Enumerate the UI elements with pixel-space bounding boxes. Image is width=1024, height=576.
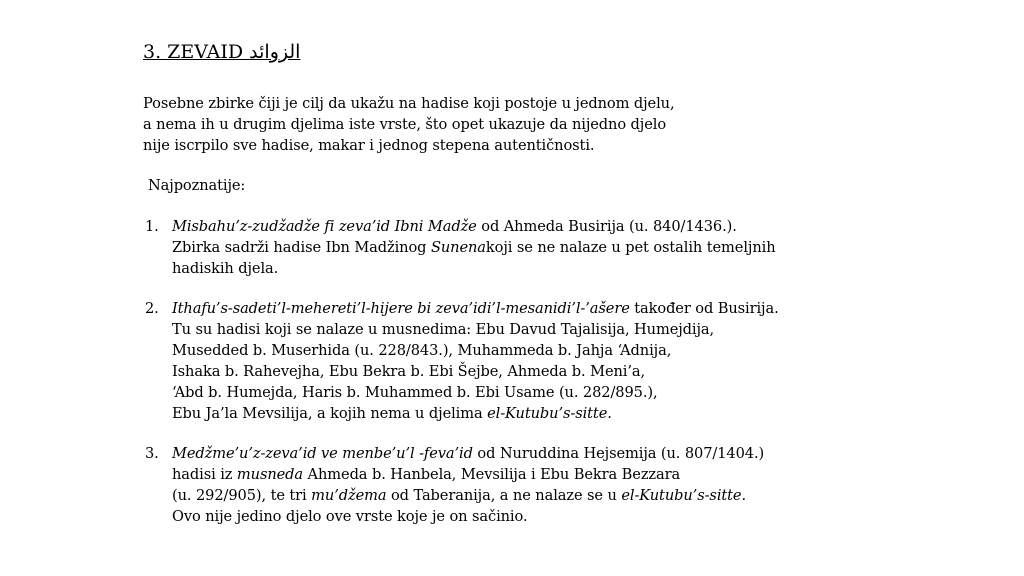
list-item-1-title [145,217,737,237]
list-item-3-line-2-pre: hadisi iz [172,466,237,483]
list-item-2-line-5: ‘Abd b. Humejda, Haris b. Muhammed b. Ebi Usame (u. 282/895.), [172,384,658,401]
list-item-3-line-3-italic-2: el-Kutubu’s-sitte. [621,487,746,504]
list-item-3-title-rest: od Nuruddina Hejsemija (u. 807/1404.) [472,445,765,462]
list-item-3-line-3-mid: od Taberanija, a ne nalaze se u [386,487,622,504]
list-item-2-line-6-pre: Ebu Ja’la Mevsilija, a kojih nema u djelima [172,405,488,422]
list-item-3-line-3-pre: (u. 292/905), te tri [172,487,312,504]
list-item-2-work-title: Ithafu’s-sadeti’l-mehereti’l-hijere bi zeva’idi’l-mesanidi’l-’ašere [172,300,630,317]
intro-line-3: nije iscrpilo sve hadise, makar i jednog stepena autentičnosti. [143,137,595,154]
list-item-3-line-3-italic: mu’džema [311,487,387,504]
list-item-2-title [145,299,779,319]
slide-title: 3. ZEVAID الزوائد [143,41,301,63]
list-item-2-line-2: Tu su hadisi koji se nalaze u musnedima: Ebu Davud Tajalisija, Humejdija, [172,321,715,338]
list-item-3-line-2 [172,465,680,485]
list-item-1-line-2-italic: Sunena [430,239,486,256]
list-item-1-title-rest: od Ahmeda Busirija (u. 840/1436.). [476,218,737,235]
list-item-2-number: 2. [145,300,159,317]
list-item-1-number: 1. [145,218,159,235]
list-item-3-work-title: Medžme’u’z-zeva’id ve menbe’u’l -feva’id [172,445,473,462]
list-item-3-line-4: Ovo nije jedino djelo ove vrste koje je on sačinio. [172,508,528,525]
list-item-3-line-2-post: Ahmeda b. Hanbela, Mevsilija i Ebu Bekra Bezzara [303,466,681,483]
list-item-2-title-rest: također od Busirija. [629,300,779,317]
list-item-1-line-2-post: koji se ne nalaze u pet ostalih temeljnih [485,239,776,256]
list-item-2-line-6-italic: el-Kutubu’s-sitte. [487,405,612,422]
list-item-2-line-6 [172,404,612,424]
list-item-3-line-3 [172,486,746,506]
intro-line-2: a nema ih u drugim djelima iste vrste, što opet ukazuje da nijedno djelo [143,116,667,133]
intro-line-1: Posebne zbirke čiji je cilj da ukažu na hadise koji postoje u jednom djelu, [143,95,675,112]
list-item-1-line-3: hadiskih djela. [172,260,279,277]
subheading: Najpoznatije: [148,177,246,194]
list-item-3-title [145,444,764,464]
list-item-1-work-title: Misbahu’z-zudžadže fi zeva’id Ibni Madže [172,218,477,235]
list-item-2-line-3: Musedded b. Muserhida (u. 228/843.), Muhammeda b. Jahja ‘Adnija, [172,342,672,359]
list-item-3-line-2-italic: musneda [236,466,304,483]
list-item-2-line-4: Ishaka b. Rahevejha, Ebu Bekra b. Ebi Šejbe, Ahmeda b. Meni’a, [172,363,646,380]
list-item-1-line-2-pre: Zbirka sadrži hadise Ibn Madžinog [172,239,431,256]
list-item-1-line-2 [172,238,776,258]
list-item-3-number: 3. [145,445,159,462]
